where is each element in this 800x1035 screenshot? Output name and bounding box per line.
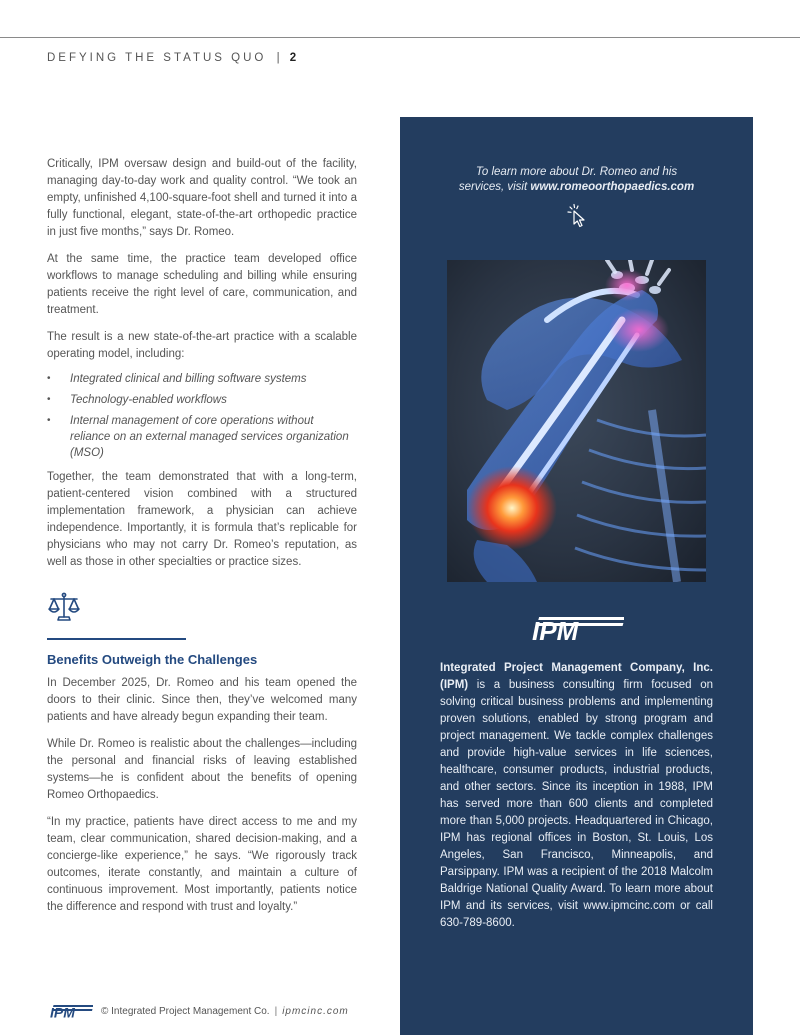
ipm-logo: [528, 614, 624, 642]
running-head: [47, 52, 296, 64]
bullet-list: [47, 371, 357, 461]
elbow-xray-illustration: [447, 260, 706, 582]
footer-url[interactable]: ipmcinc.com: [282, 1005, 349, 1017]
section-body: [47, 675, 357, 926]
section-heading: Benefits Outweigh the Challenges: [47, 652, 258, 667]
footer-logo-text: IPM: [50, 1004, 75, 1019]
scales-icon: [47, 592, 81, 622]
footer-separator: |: [274, 1005, 278, 1017]
footer: [47, 1003, 349, 1019]
main-column: [47, 156, 357, 581]
paragraph: The result is a new state-of-the-art practice with a scalable operating model, including:: [47, 331, 357, 360]
paragraph: “In my practice, patients have direct access to me and my team, clear communication, shared decision-making, and a concierge-like experience,” he says. “We rigorously track outcomes, iterate constantly, and maintain a culture of continuous improvement. Most importantly, patients notice the difference and respond with trust and loyalty.”: [47, 816, 357, 913]
cursor-click-icon: [565, 203, 591, 229]
running-head-separator: |: [276, 52, 280, 64]
paragraph: Together, the team demonstrated that with a long-term, patient-centered vision combined with a structured implementation framework, a physician can achieve independence. Importantly, it is formula that’s replicable for physicians who may not carry Dr. Romeo’s reputation, as well as those in other specialties or practice sizes.: [47, 471, 357, 568]
list-item: • Integrated clinical and billing software systems: [47, 371, 357, 387]
page-number: 2: [289, 52, 297, 64]
paragraph: Critically, IPM oversaw design and build-out of the facility, managing day-to-day work and quality control. “We took an empty, unfinished 4,100-square-foot shell and turned it into a fully functional, elegant, state-of-the-art orthopedic practice in just five months,” says Dr. Romeo.: [47, 158, 357, 238]
paragraph: While Dr. Romeo is realistic about the challenges—including the personal and financial risks of leaving established systems—he is confident about the benefits of opening Romeo Orthopaedics.: [47, 738, 357, 801]
sidebar-note-line: To learn more about Dr. Romeo and his: [475, 166, 678, 178]
ipm-logo-text: IPM: [532, 616, 579, 642]
running-title: DEFYING THE STATUS QUO: [47, 52, 267, 64]
paragraph: At the same time, the practice team developed office workflows to manage scheduling and billing while ensuring patients receive the right level of care, communication, and treatment.: [47, 253, 357, 316]
about-ipm: [440, 660, 713, 932]
sidebar-note: [400, 165, 753, 195]
list-item: • Internal management of core operations without reliance on an external managed services organization (MSO): [47, 413, 357, 461]
sidebar-note-line: [400, 180, 753, 195]
romeo-website-link[interactable]: www.romeoorthopaedics.com: [530, 181, 695, 193]
paragraph: In December 2025, Dr. Romeo and his team opened the doors to their clinic. Since then, they’ve welcomed many patients and have already begun expanding their team.: [47, 677, 357, 723]
footer-ipm-logo: [47, 1003, 93, 1019]
top-rule: [0, 37, 800, 38]
about-company-name: Integrated Project Management Company, Inc. (IPM): [440, 662, 713, 691]
about-body: is a business consulting firm focused on solving critical business problems and implementing proven solutions, enabled by strong program and project management. We tackle complex challenges and provide high-value services in life sciences, healthcare, consumer products, industrial products, and other sectors. Since its inception in 1988, IPM has served more than 600 clients and completed more than 5,000 projects. Headquartered in Chicago, IPM has regional offices in Boston, St. Louis, Los Angeles, San Francisco, Minneapolis, and Parsippany. IPM was a recipient of the 2018 Malcolm Baldrige National Quality Award. To learn more about IPM and its services, visit www.ipmcinc.com or call 630-789-8600.: [440, 679, 713, 929]
list-item: • Technology-enabled workflows: [47, 392, 357, 408]
footer-copyright: © Integrated Project Management Co.: [101, 1005, 270, 1017]
section-rule: [47, 638, 186, 640]
sidebar-panel: [400, 117, 753, 1035]
sidebar-note-prefix: services, visit: [458, 181, 531, 193]
